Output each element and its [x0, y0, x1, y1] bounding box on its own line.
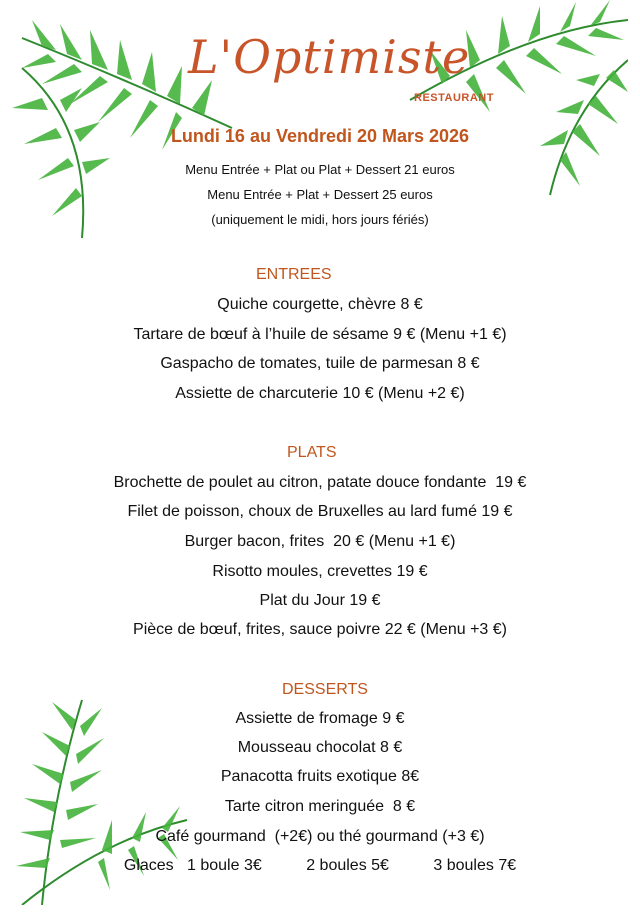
plat-item: Burger bacon, frites 20 € (Menu +1 €)	[184, 533, 456, 550]
menu-price-line-2: Menu Entrée + Plat + Dessert 25 euros	[207, 187, 433, 202]
section-title-plats: PLATS	[287, 444, 337, 461]
menu-price-line-1: Menu Entrée + Plat ou Plat + Dessert 21 euros	[185, 162, 455, 177]
plat-item: Plat du Jour 19 €	[259, 592, 381, 609]
dessert-item: Panacotta fruits exotique 8€	[220, 768, 420, 785]
section-title-desserts: DESSERTS	[282, 681, 368, 698]
dessert-item: Mousseau chocolat 8 €	[237, 739, 403, 756]
dessert-item: Tarte citron meringuée 8 €	[224, 798, 416, 815]
entree-item: Assiette de charcuterie 10 € (Menu +2 €)	[175, 385, 465, 402]
dessert-item: Assiette de fromage 9 €	[235, 710, 405, 727]
dessert-item-glaces: Glaces 1 boule 3€ 2 boules 5€ 3 boules 7€	[123, 857, 517, 874]
entree-item: Gaspacho de tomates, tuile de parmesan 8 €	[160, 355, 480, 372]
plat-item: Pièce de bœuf, frites, sauce poivre 22 € (Menu +3 €)	[133, 621, 507, 638]
dessert-item: Café gourmand (+2€) ou thé gourmand (+3 €)	[155, 828, 485, 845]
menu-dates: Lundi 16 au Vendredi 20 Mars 2026	[170, 126, 470, 146]
plat-item: Risotto moules, crevettes 19 €	[212, 563, 428, 580]
entree-item: Quiche courgette, chèvre 8 €	[217, 296, 423, 313]
restaurant-logo-script: L'Optimiste	[188, 30, 471, 84]
menu-conditions: (uniquement le midi, hors jours fériés)	[211, 212, 429, 227]
entree-item: Tartare de bœuf à l’huile de sésame 9 € (Menu +1 €)	[133, 326, 507, 343]
section-title-entrees: ENTREES	[256, 266, 332, 283]
plat-item: Brochette de poulet au citron, patate douce fondante 19 €	[113, 474, 527, 491]
restaurant-logo-subtitle: RESTAURANT	[414, 92, 494, 104]
plat-item: Filet de poisson, choux de Bruxelles au lard fumé 19 €	[127, 503, 513, 520]
